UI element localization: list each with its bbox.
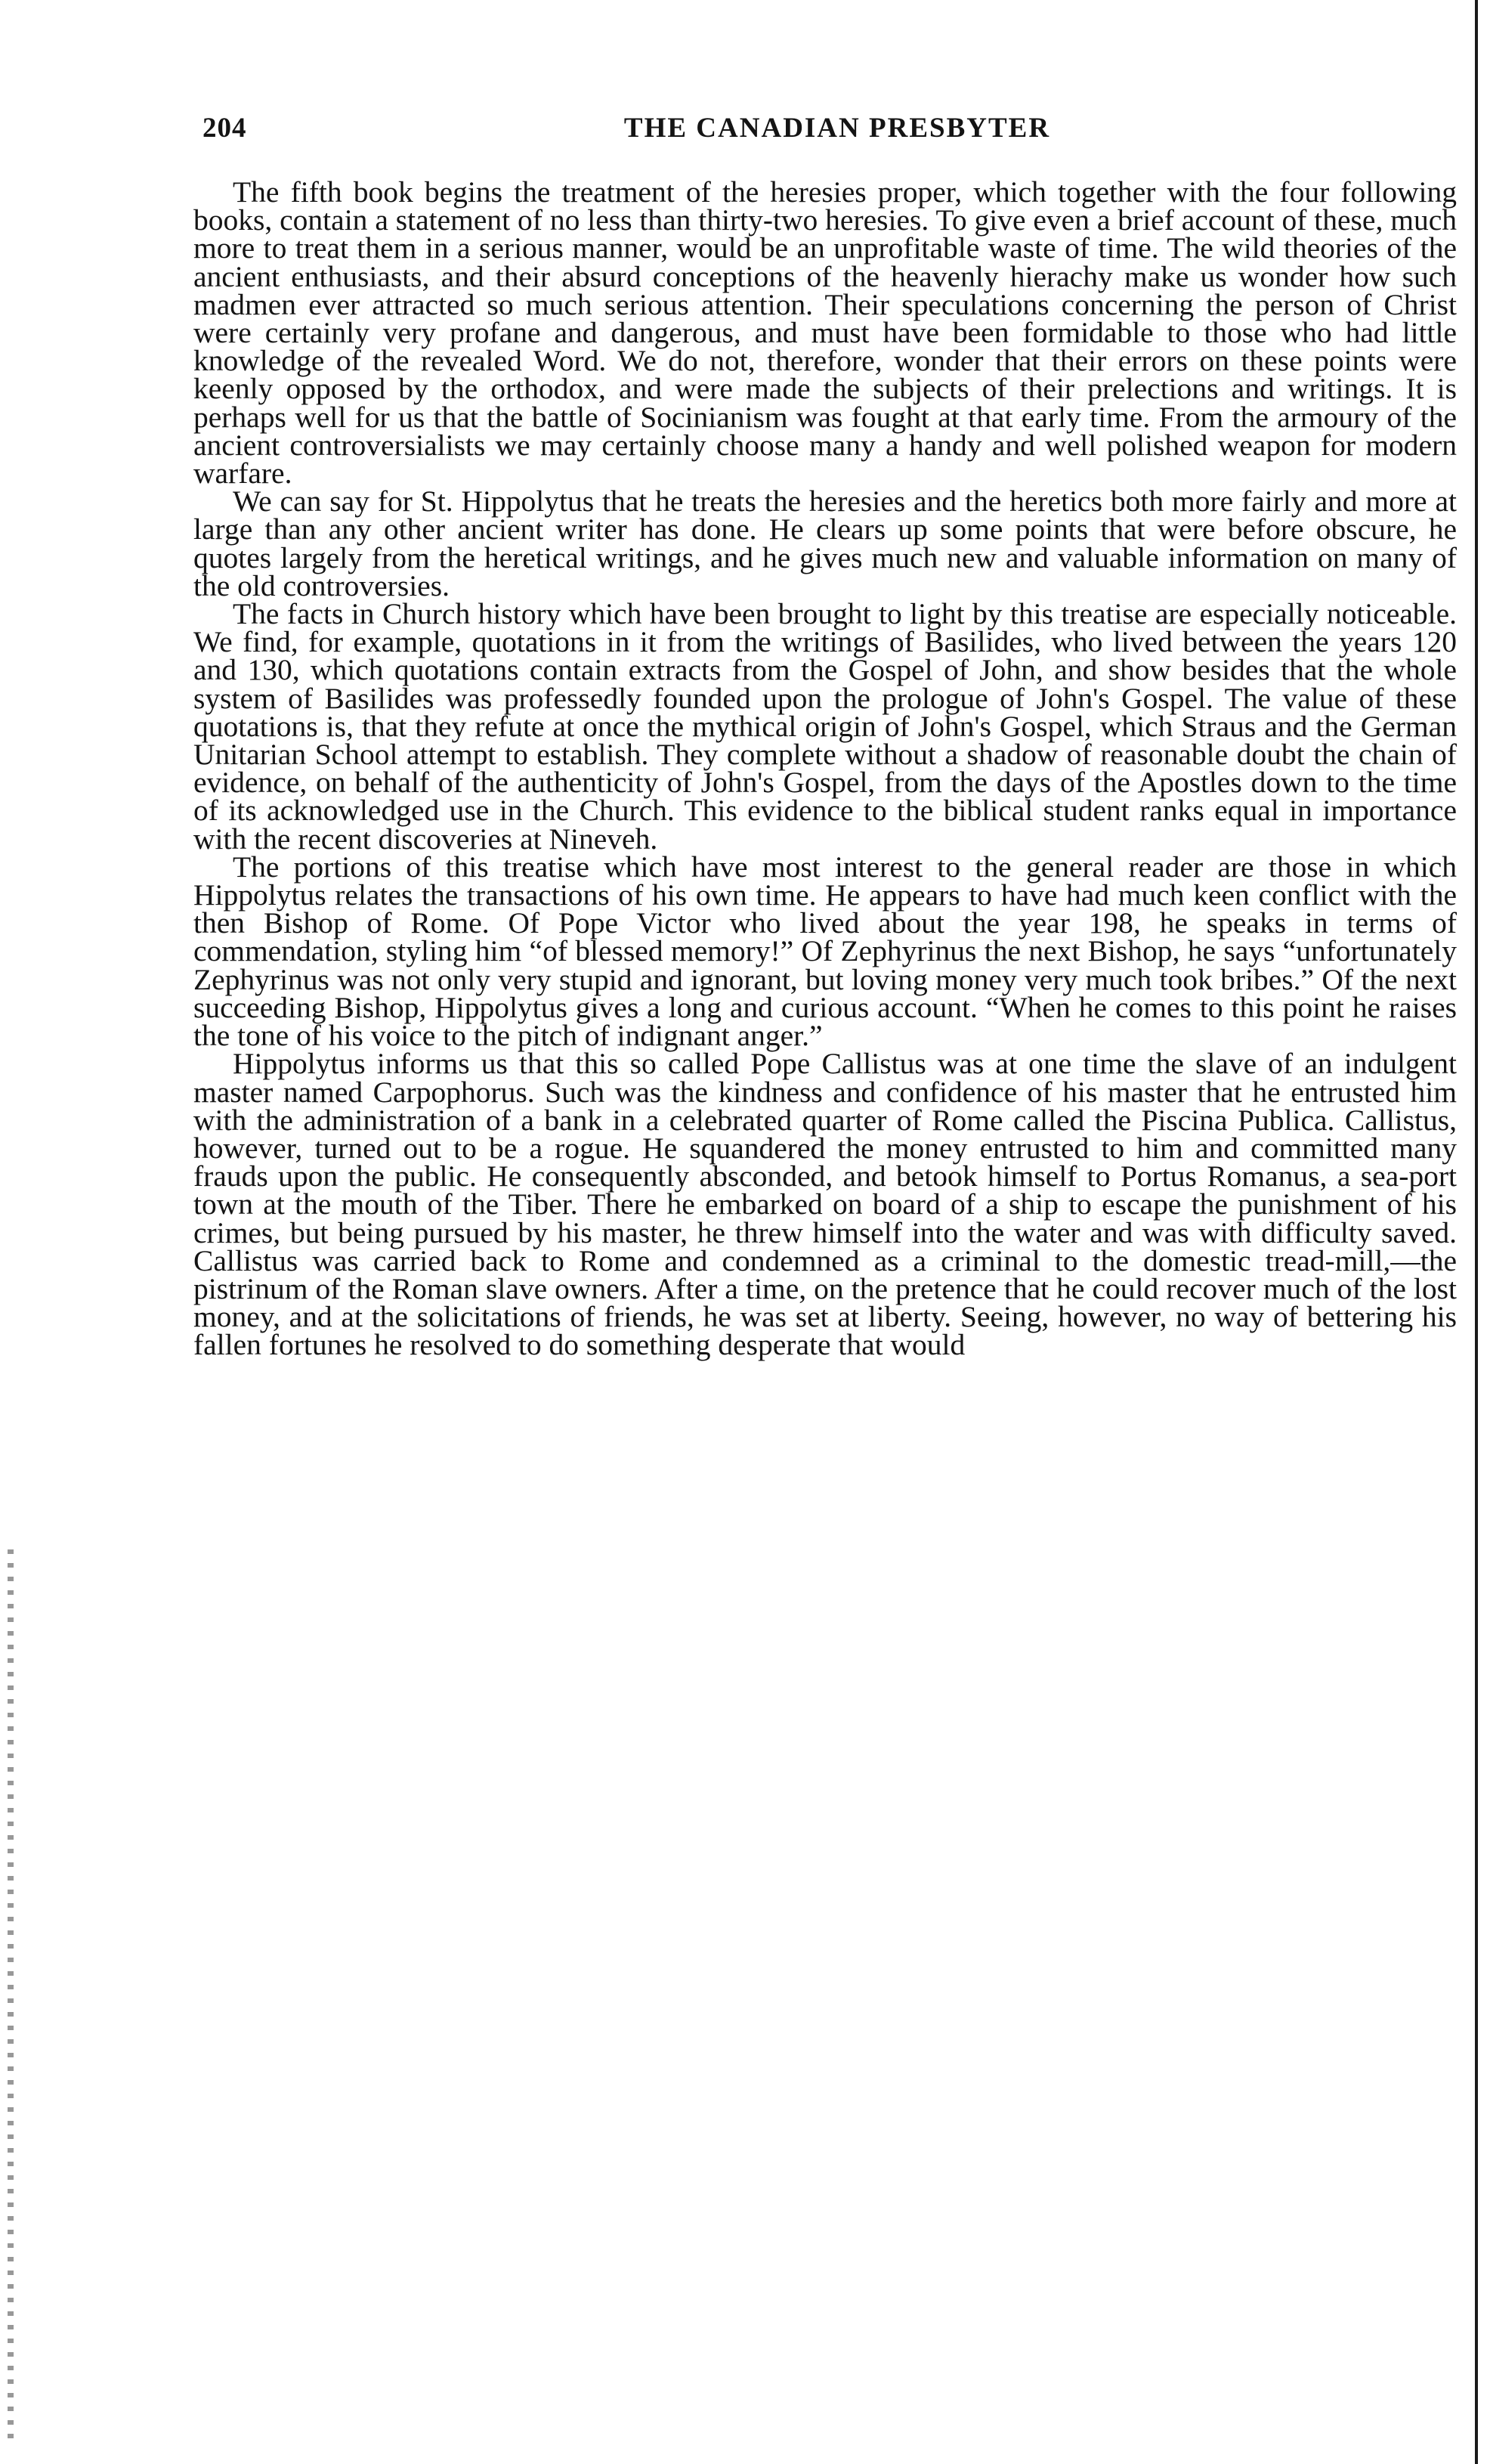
running-title: THE CANADIAN PRESBYTER	[623, 113, 1051, 144]
binding-edge-marks	[8, 1549, 14, 2441]
paragraph: The facts in Church history which have been brought to light by this treatise are especially noticeable. We find, for example, quotations in it from the writings of Basilides, who lived between the years 120 and 130, which quotations contain extracts from the Gospel of John, and show besides that the whole system of Basilides was professedly founded upon the prologue of John's Gospel. The value of these quotations is, that they refute at once the mythical origin of John's Gospel, which Straus and the German Unitarian School attempt to establish. They complete without a shadow of reasonable doubt the chain of evidence, on behalf of the authenticity of John's Gospel, from the days of the Apostles down to the time of its acknowledged use in the Church. This evidence to the biblical student ranks equal in importance with the recent discoveries at Nineveh.	[193, 597, 1457, 856]
page-number: 204	[202, 113, 247, 144]
page-header	[202, 112, 1457, 157]
paragraph: The portions of this treatise which have most interest to the general reader are those in which Hippolytus relates the transactions of his own time. He appears to have had much keen conflict with the then Bishop of Rome. Of Pope Victor who lived about the year 198, he speaks in terms of commendation, styling him “of blessed memory!” Of Zephyrinus the next Bishop, he says “unfortunately Zephyrinus was not only very stupid and ignorant, but loving money very much took bribes.” Of the next succeeding Bishop, Hippolytus gives a long and curious account. “When he comes to this point he raises the tone of his voice to the pitch of indignant anger.”	[193, 850, 1457, 1053]
paragraph: Hippolytus informs us that this so called Pope Callistus was at one time the slave of an indulgent master named Carpophorus. Such was the kindness and confidence of his master that he entrusted him with the administration of a bank in a celebrated quarter of Rome called the Piscina Publica. Callistus, however, turned out to be a rogue. He squandered the money entrusted to him and committed many frauds upon the public. He consequently absconded, and betook himself to Portus Romanus, a sea-port town at the mouth of the Tiber. There he embarked on board of a ship to escape the punishment of his crimes, but being pursued by his master, he threw himself into the water and was with difficulty saved. Callistus was carried back to Rome and condemned as a criminal to the domestic tread-mill,—the pistrinum of the Roman slave owners. After a time, on the pretence that he could recover much of the lost money, and at the solicitations of friends, he was set at liberty. Seeing, however, no way of bettering his fallen fortunes he resolved to do something desperate that would	[193, 1047, 1457, 1362]
article-body	[193, 175, 1457, 1362]
paragraph: We can say for St. Hippolytus that he treats the heresies and the heretics both more fairly and more at large than any other ancient writer has done. He clears up some points that were before obscure, he quotes largely from the heretical writings, and he gives much new and valuable information on many of the old controversies.	[193, 484, 1457, 602]
paragraph: The fifth book begins the treatment of the heresies proper, which together with the four following books, contain a statement of no less than thirty-two heresies. To give even a brief account of these, much more to treat them in a serious manner, would be an unprofitable waste of time. The wild theories of the ancient enthusiasts, and their absurd conceptions of the heavenly hierachy make us wonder how such madmen ever attracted so much serious attention. Their speculations concerning the person of Christ were certainly very profane and dangerous, and must have been formidable to those who had little knowledge of the revealed Word. We do not, therefore, wonder that their errors on these points were keenly opposed by the orthodox, and were made the subjects of their prelections and writings. It is perhaps well for us that the battle of Socinianism was fought at that early time. From the armoury of the ancient controversialists we may certainly choose many a handy and well polished weapon for modern warfare.	[193, 175, 1457, 491]
page-edge-rule	[1475, 0, 1478, 2464]
